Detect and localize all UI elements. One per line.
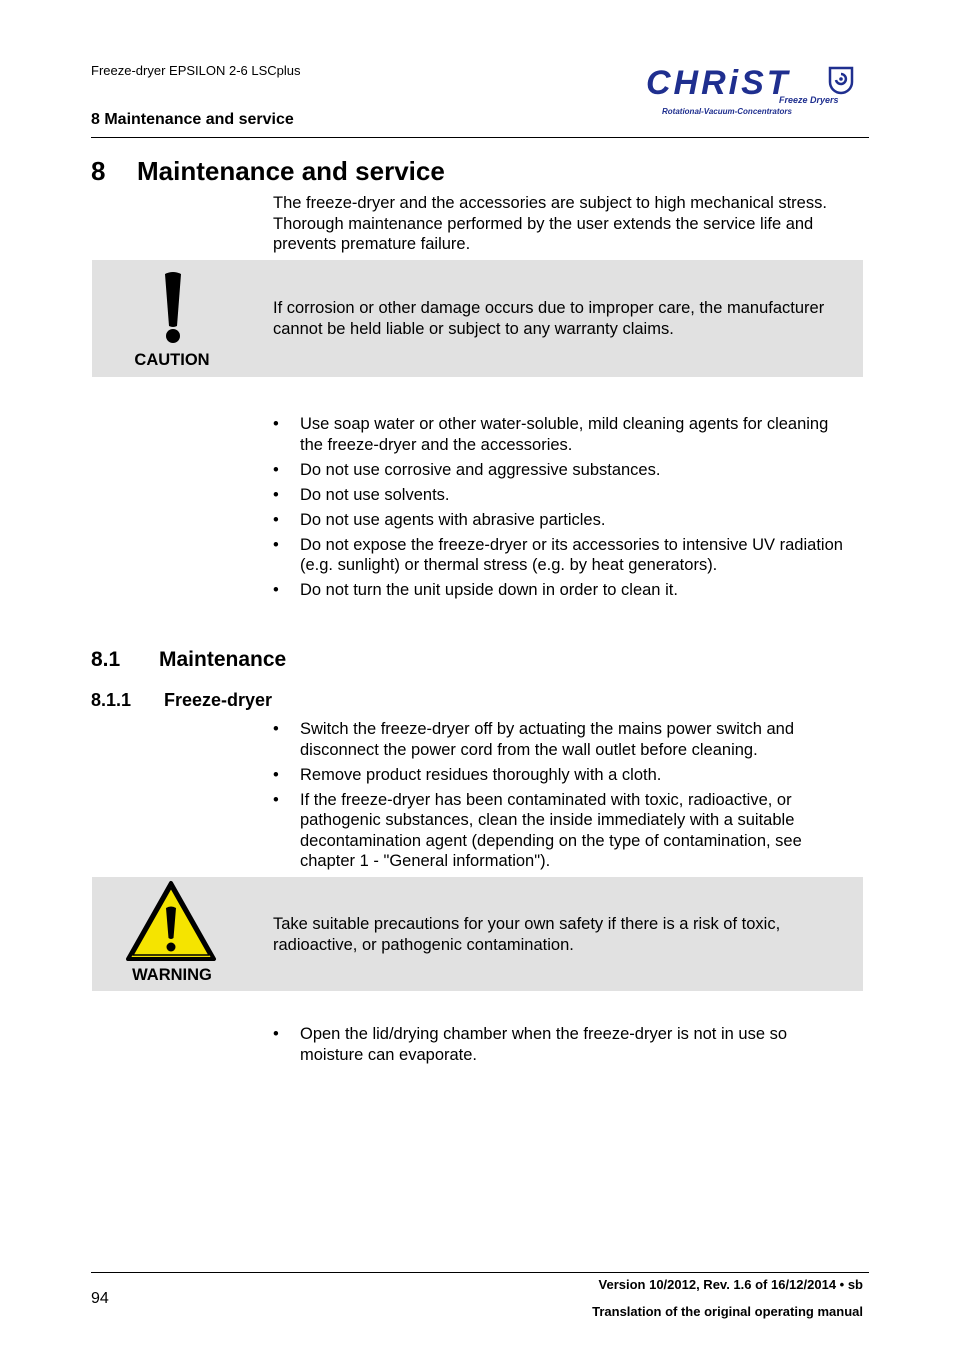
header-rule xyxy=(91,137,869,138)
list-item: • Do not expose the freeze-dryer or its accessories to intensive UV radiation (e.g. sunlight) or thermal stress (e.g. by heat generators). xyxy=(273,535,843,574)
logo-mark-icon xyxy=(828,66,854,96)
version-info: Version 10/2012, Rev. 1.6 of 16/12/2014 • sb xyxy=(598,1277,863,1292)
logo-subtitle-rvc: Rotational-Vacuum-Concentrators xyxy=(662,107,792,116)
list-item: • Do not turn the unit upside down in order to clean it. xyxy=(273,581,678,599)
page-number: 94 xyxy=(91,1290,109,1307)
list-item: • Remove product residues thoroughly with a cloth. xyxy=(273,765,662,784)
caution-text: If corrosion or other damage occurs due to improper care, the manufacturer cannot be held liable or subject to any warranty claims. xyxy=(273,299,825,338)
section-heading-8-1 xyxy=(91,648,286,672)
subsection-title: Freeze-dryer xyxy=(164,690,273,710)
section-number: 8.1 xyxy=(91,648,121,671)
list-item: • If the freeze-dryer has been contaminated with toxic, radioactive, or pathogenic substances, clean the inside immediately with a suitable decontamination agent (depending on the type of contamination, see chapter 1 - "General information"). xyxy=(273,790,802,870)
chapter-title: Maintenance and service xyxy=(137,156,445,186)
caution-notice xyxy=(92,260,863,377)
list-item: • Do not use agents with abrasive particles. xyxy=(273,510,606,529)
logo-subtitle-freeze-dryers: Freeze Dryers xyxy=(779,95,839,105)
list-item: • Do not use solvents. xyxy=(273,485,450,504)
caution-label: CAUTION xyxy=(134,351,210,369)
product-name: Freeze-dryer EPSILON 2-6 LSCplus xyxy=(91,63,301,78)
list-item: • Switch the freeze-dryer off by actuating the mains power switch and disconnect the power cord from the wall outlet before cleaning. xyxy=(273,720,795,759)
chapter-intro: The freeze-dryer and the accessories are subject to high mechanical stress. Thorough maintenance performed by the user extends the service life and prevents premature failure. xyxy=(273,194,827,253)
subsection-number: 8.1.1 xyxy=(91,690,132,710)
section-title: Maintenance xyxy=(159,648,287,671)
christ-logo xyxy=(640,62,866,122)
warning-notice xyxy=(92,877,863,991)
footer-rule xyxy=(91,1272,869,1273)
storage-tip-list xyxy=(273,1024,843,1070)
chapter-number: 8 xyxy=(91,156,106,186)
running-section-title: 8 Maintenance and service xyxy=(91,111,294,128)
warning-text: Take suitable precautions for your own safety if there is a risk of toxic, radioactive, or pathogenic contamination. xyxy=(273,915,781,954)
logo-wordmark: CHRiST xyxy=(646,64,791,102)
freeze-dryer-maintenance-list xyxy=(273,719,843,876)
chapter-heading xyxy=(91,156,445,187)
translation-note: Translation of the original operating manual xyxy=(592,1304,863,1319)
list-item: • Open the lid/drying chamber when the freeze-dryer is not in use so moisture can evaporate. xyxy=(273,1025,788,1064)
cleaning-rules-list xyxy=(273,414,843,605)
warning-triangle-icon xyxy=(125,880,217,962)
exclamation-icon xyxy=(154,270,192,344)
list-item: • Use soap water or other water-soluble, mild cleaning agents for cleaning the freeze-dryer and the accessories. xyxy=(273,415,829,454)
warning-label: WARNING xyxy=(132,966,212,984)
list-item: • Do not use corrosive and aggressive substances. xyxy=(273,460,661,479)
section-heading-8-1-1 xyxy=(91,690,272,711)
